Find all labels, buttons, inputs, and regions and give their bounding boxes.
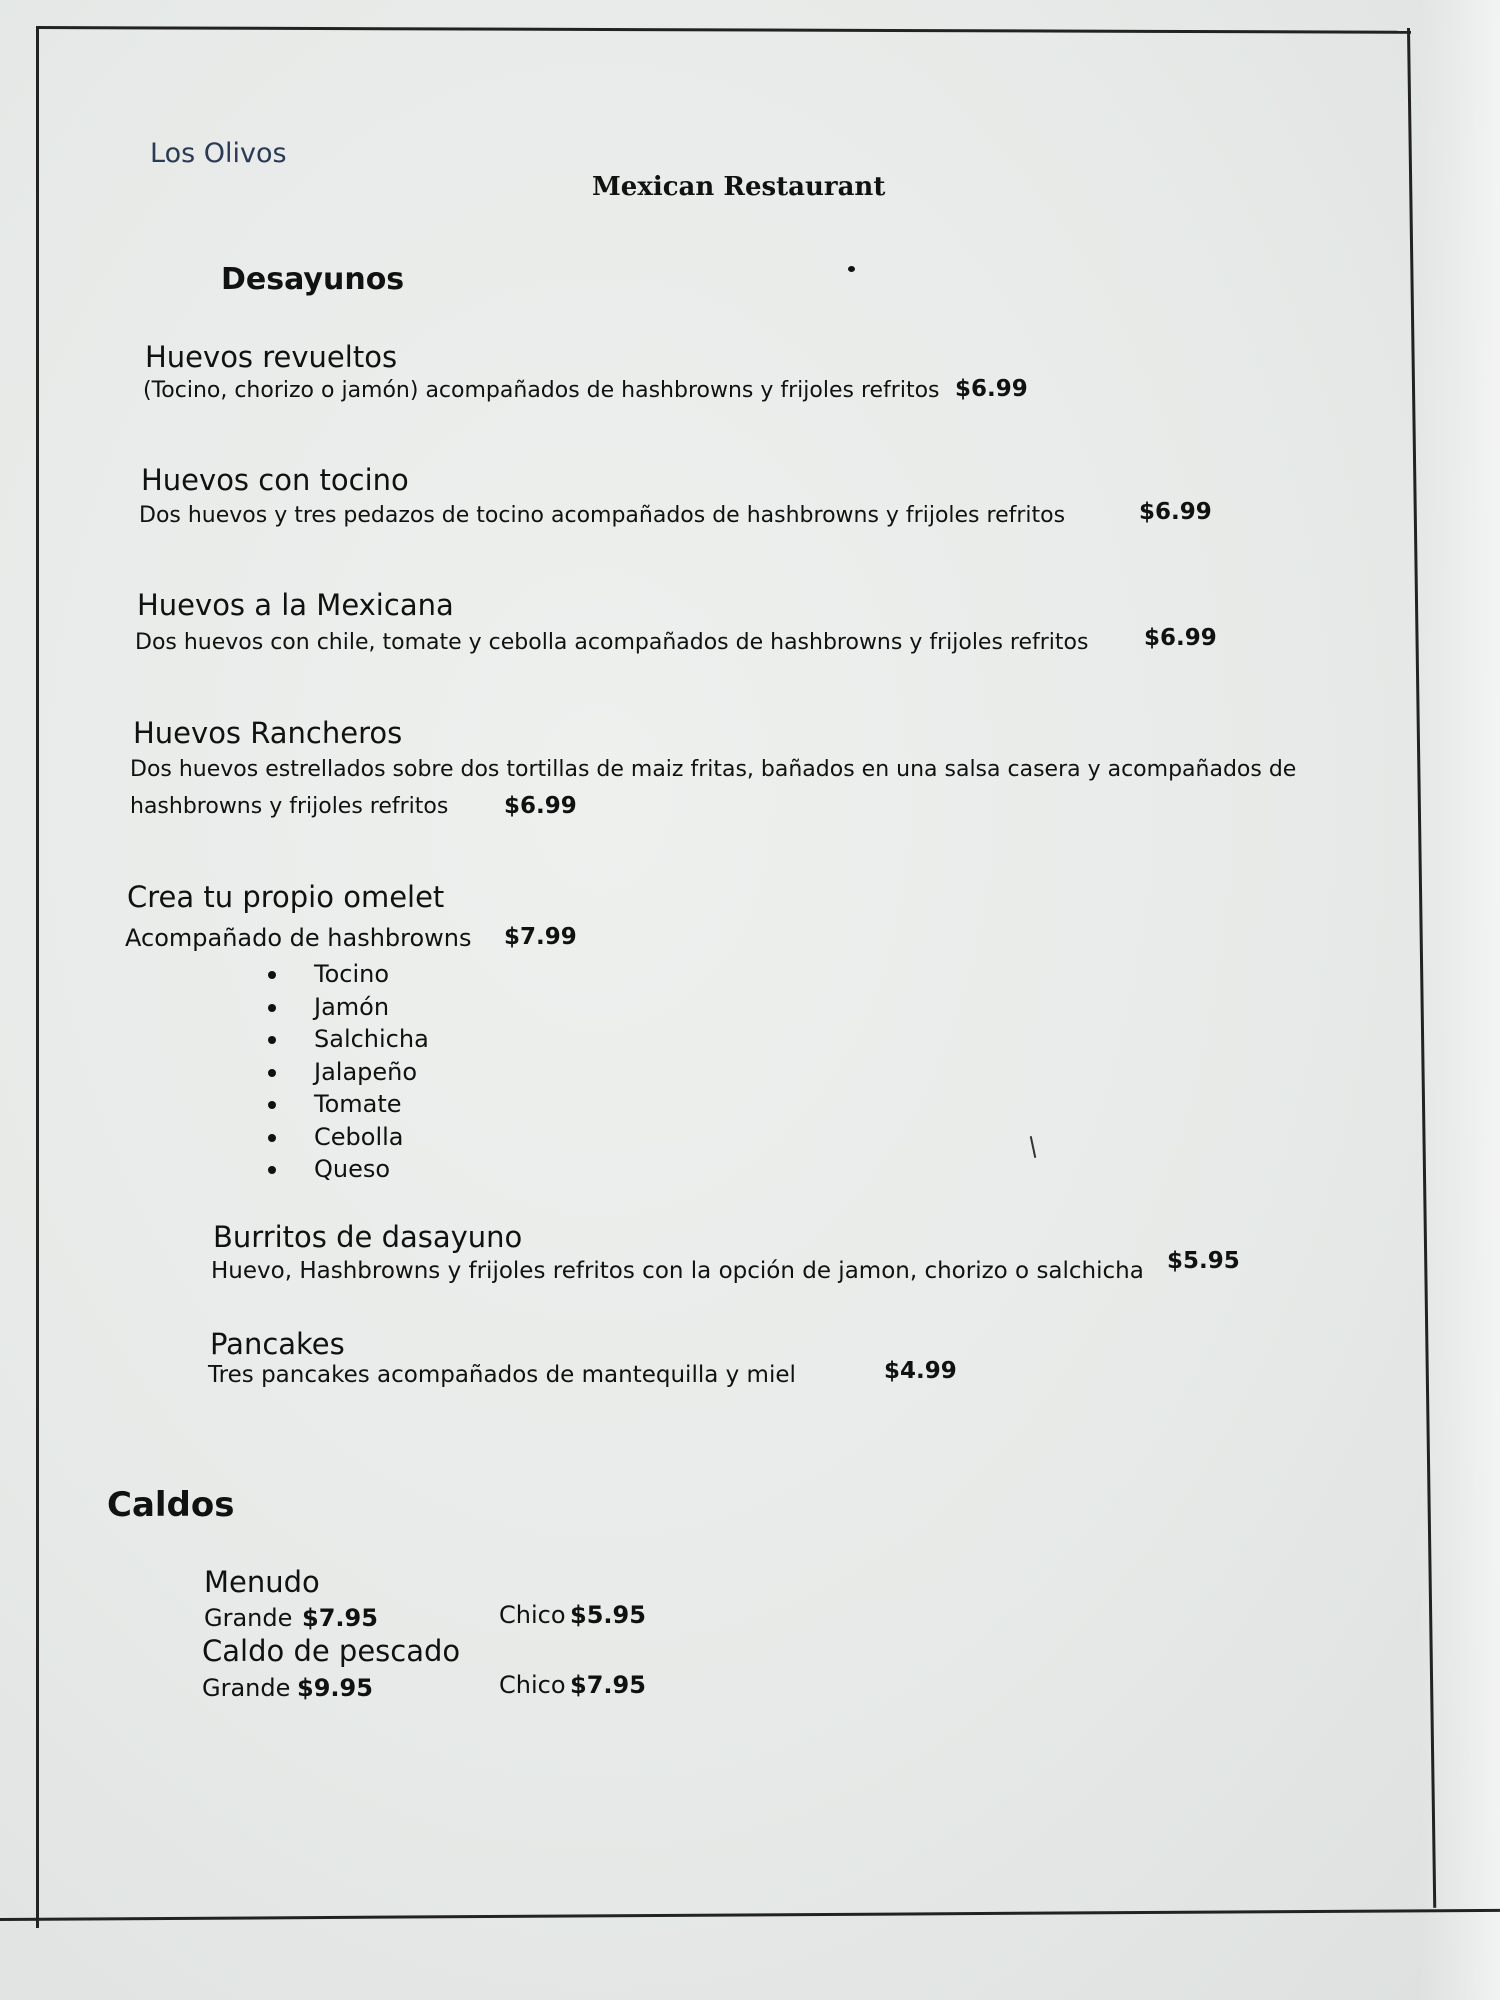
- item-description: Tres pancakes acompañados de mantequilla y miel: [208, 1362, 796, 1388]
- list-item: [258, 958, 429, 991]
- item-price: $4.99: [884, 1358, 957, 1384]
- item-name: Huevos Rancheros: [133, 716, 403, 750]
- size-label: Grande: [202, 1674, 291, 1702]
- item-description: Huevo, Hashbrowns y frijoles refritos con la opción de jamon, chorizo o salchicha: [211, 1258, 1144, 1284]
- item-name: Huevos con tocino: [141, 463, 409, 497]
- omelet-options-list: [258, 958, 429, 1186]
- bullet-icon: [268, 1166, 276, 1174]
- option-label: Queso: [314, 1155, 391, 1183]
- item-description: Dos huevos con chile, tomate y cebolla acompañados de hashbrowns y frijoles refritos: [135, 630, 1089, 655]
- item-name: Crea tu propio omelet: [127, 880, 445, 914]
- bullet-icon: [268, 1004, 276, 1012]
- item-price: $6.99: [504, 793, 577, 819]
- item-price: $7.95: [302, 1604, 378, 1632]
- item-description: hashbrowns y frijoles refritos: [130, 794, 449, 819]
- item-price: $7.95: [570, 1671, 646, 1699]
- section-title-caldos: Caldos: [107, 1485, 235, 1525]
- item-price: $5.95: [1167, 1248, 1240, 1274]
- bullet-icon: [268, 1069, 276, 1077]
- size-label: Chico: [499, 1671, 566, 1699]
- option-label: Tomate: [314, 1090, 402, 1118]
- option-label: Tocino: [314, 960, 390, 988]
- option-label: Salchicha: [314, 1025, 429, 1053]
- item-price: $7.99: [504, 924, 577, 950]
- section-title-desayunos: Desayunos: [221, 262, 405, 297]
- list-item: [258, 1056, 429, 1089]
- bullet-icon: [268, 1036, 276, 1044]
- item-name: Menudo: [204, 1565, 320, 1599]
- bullet-icon: [268, 1101, 276, 1109]
- item-price: $6.99: [1144, 625, 1217, 651]
- list-item: [258, 991, 429, 1024]
- item-price: $9.95: [297, 1674, 373, 1702]
- restaurant-subtitle: Mexican Restaurant: [592, 172, 886, 202]
- item-name: Pancakes: [210, 1327, 345, 1361]
- restaurant-name: Los Olivos: [150, 138, 287, 169]
- option-label: Jamón: [314, 992, 390, 1021]
- item-name: Huevos revueltos: [145, 340, 398, 374]
- option-label: Jalapeño: [314, 1057, 418, 1086]
- option-label: Cebolla: [314, 1122, 404, 1151]
- item-description: Dos huevos estrellados sobre dos tortillas de maiz fritas, bañados en una salsa casera y acompañados de: [130, 757, 1297, 782]
- size-label: Chico: [499, 1601, 566, 1629]
- item-name: Caldo de pescado: [202, 1634, 461, 1668]
- size-label: Grande: [204, 1604, 293, 1632]
- list-item: [258, 1153, 429, 1186]
- list-item: [258, 1121, 429, 1154]
- item-price: $6.99: [1139, 499, 1212, 525]
- item-name: Huevos a la Mexicana: [137, 588, 454, 622]
- list-item: [258, 1088, 429, 1121]
- item-price: $5.95: [570, 1601, 646, 1629]
- item-description: (Tocino, chorizo o jamón) acompañados de hashbrowns y frijoles refritos: [143, 378, 940, 403]
- ink-speck: [848, 266, 855, 272]
- item-description: Dos huevos y tres pedazos de tocino acompañados de hashbrowns y frijoles refritos: [139, 503, 1066, 528]
- item-description: Acompañado de hashbrowns: [125, 924, 472, 952]
- bullet-icon: [268, 971, 276, 979]
- frame-border-left: [36, 28, 39, 1928]
- list-item: [258, 1023, 429, 1056]
- bullet-icon: [268, 1134, 276, 1142]
- item-name: Burritos de dasayuno: [213, 1220, 523, 1254]
- item-price: $6.99: [955, 376, 1028, 402]
